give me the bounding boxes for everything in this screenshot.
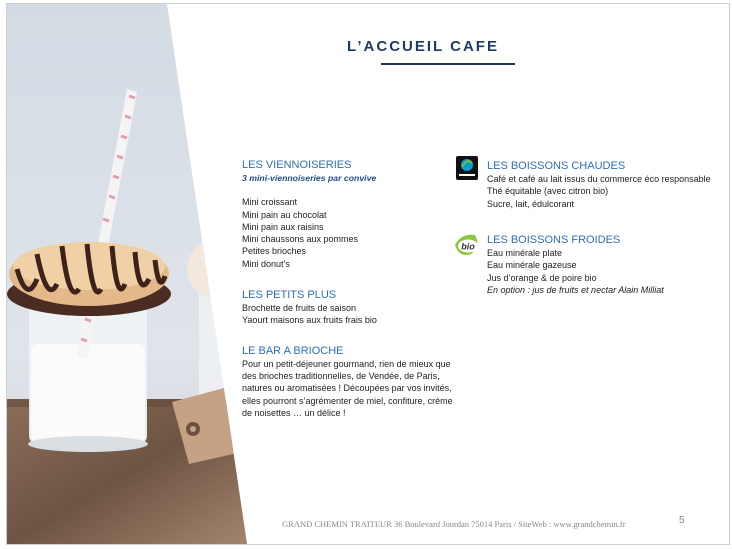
list-item: Yaourt maisons aux fruits frais bio — [242, 315, 377, 326]
donut-milk-photo — [7, 4, 257, 544]
bar-brioche-line: Pour un petit-déjeuner gourmand, rien de mieux que — [242, 358, 451, 369]
list-item: Eau minérale plate — [487, 248, 563, 258]
petits-plus-heading: LES PETITS PLUS — [242, 289, 337, 302]
list-item: Sucre, lait, édulcorant — [487, 198, 575, 209]
list-item: Mini donut’s — [242, 258, 290, 269]
viennoiseries-heading: LES VIENNOISERIES — [242, 159, 352, 171]
right-column-cold — [487, 233, 722, 296]
bar-brioche-line: des brioches traditionnelles, de Vendée, de Paris, — [242, 370, 440, 381]
menu-page — [6, 3, 730, 545]
list-item: Café et café au lait issus du commerce éco responsable — [487, 174, 711, 184]
list-item: Mini pain aux raisins — [242, 221, 324, 232]
footer-address: GRAND CHEMIN TRAITEUR 36 Boulevard Jourdan 75014 Paris / SiteWeb : www.grandchemin.fr — [282, 519, 626, 529]
boissons-chaudes-heading: LES BOISSONS CHAUDES — [487, 160, 626, 172]
bio-icon-label: bio — [461, 241, 475, 252]
bar-brioche-line: natures ou aromatisées ! Découpées par vos invités, — [242, 383, 452, 394]
list-item: Eau minérale gazeuse — [487, 260, 577, 271]
bar-brioche-heading: LE BAR A BRIOCHE — [242, 344, 344, 357]
list-item: Thé équitable (avec citron bio) — [487, 186, 609, 197]
option-note: En option : jus de fruits et nectar Alain Milliat — [487, 284, 664, 295]
fairtrade-icon — [456, 156, 478, 180]
list-item: Brochette de fruits de saison — [242, 303, 357, 314]
page-title: L’ACCUEIL CAFE — [347, 38, 499, 55]
list-item: Petites brioches — [242, 246, 307, 257]
viennoiseries-subtitle: 3 mini-viennoiseries par convive — [242, 173, 377, 183]
left-column — [242, 158, 462, 419]
bio-icon — [451, 232, 483, 258]
list-item: Mini chaussons aux pommes — [242, 234, 359, 245]
page-number: 5 — [679, 515, 685, 526]
list-item: Mini croissant — [242, 197, 298, 208]
boissons-froides-heading: LES BOISSONS FROIDES — [487, 234, 621, 246]
bar-brioche-line: de noisettes … un délice ! — [242, 407, 346, 418]
bar-brioche-line: elles pourront s’agrémenter de miel, confiture, crème — [242, 395, 453, 406]
title-underline — [381, 63, 515, 65]
list-item: Jus d’orange & de poire bio — [487, 272, 597, 283]
list-item: Mini pain au chocolat — [242, 209, 327, 220]
right-column-hot — [487, 159, 722, 210]
